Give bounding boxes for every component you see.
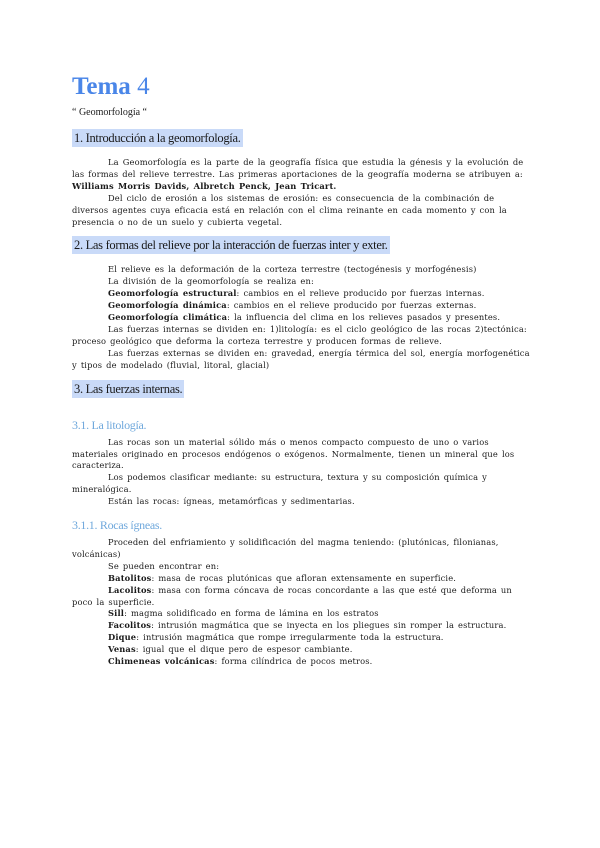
document-title: [72, 72, 530, 102]
section-2-paragraph: El relieve es la deformación de la corteza terrestre (tectogénesis y morfogénesis): [108, 264, 477, 275]
list-item: Facolitos: intrusión magmática que se inyecta en los pliegues sin romper la estructura.: [108, 620, 507, 631]
section-3-heading: 3. Las fuerzas internas.: [74, 381, 183, 396]
list-item: Lacolitos: masa con forma cóncava de rocas concordante a las que esté que deforma un poco la superficie.: [72, 584, 512, 607]
document-page: [72, 72, 530, 676]
title-word: Tema: [72, 73, 131, 100]
subsection-3-1-1-heading: 3.1.1. Rocas ígneas.: [72, 518, 162, 533]
section-1-heading: 1. Introducción a la geomorfología.: [74, 131, 241, 145]
section-1-paragraph: Del ciclo de erosión a los sistemas de erosión: es consecuencia de la combinación de diversos agentes cuya eficacia está en relación con el clima reinante en cada momento y con la presencia o no de un suelo y cubierta vegetal.: [72, 192, 507, 227]
section-1: [72, 129, 530, 228]
subsection-3-1-1-paragraph: Proceden del enfriamiento y solidificación del magma teniendo: (plutónicas, filonianas, volcánicas): [72, 537, 499, 559]
subsection-3-1-1-paragraph: Se pueden encontrar en:: [108, 560, 220, 571]
section-3: [72, 380, 530, 668]
document-subtitle: “ Geomorfología “: [72, 107, 147, 118]
subsection-3-1-paragraph: Están las rocas: ígneas, metamórficas y sedimentarias.: [108, 496, 355, 507]
section-1-paragraph: La Geomorfología es la parte de la geografía física que estudia la génesis y la evolución de las formas del relieve terrestre. Las primeras aportaciones de la geografía moderna se atribuyen a: Williams Morris Davids, Albretch Penck, Jean Tricart.: [72, 157, 524, 191]
section-2-paragraph: La división de la geomorfología se realiza en:: [108, 276, 314, 287]
section-2-heading: 2. Las formas del relieve por la interacción de fuerzas inter y exter.: [74, 238, 388, 253]
authors-bold: Williams Morris Davids, Albretch Penck, Jean Tricart.: [72, 180, 337, 191]
list-item: Chimeneas volcánicas: forma cilíndrica de pocos metros.: [108, 656, 373, 667]
list-item: Dique: intrusión magmática que rompe irregularmente toda la estructura.: [108, 632, 444, 643]
list-item: Sill: magma solidificado en forma de lámina en los estratos: [108, 608, 379, 619]
section-2-paragraph: Las fuerzas internas se dividen en: 1)litología: es el ciclo geológico de las rocas 2)tectónica: proceso geológico que deforma la corteza terrestre y producen formas de relieve.: [72, 323, 527, 346]
subsection-3-1-paragraph: Los podemos clasificar mediante: su estructura, textura y su composición química y mineralógica.: [72, 472, 488, 495]
subsection-3-1-heading: 3.1. La litología.: [72, 417, 147, 432]
section-2-paragraph: Geomorfología dinámica: cambios en el relieve producido por fuerzas externas.: [108, 300, 477, 311]
rock-forms-list: [72, 573, 530, 668]
title-number: 4: [137, 73, 150, 100]
section-2-paragraph: Geomorfología climática: la influencia del clima en los relieves pasados y presentes.: [108, 312, 501, 323]
list-item: Batolitos: masa de rocas plutónicas que afloran extensamente en superficie.: [108, 572, 457, 583]
subsection-3-1-paragraph: Las rocas son un material sólido más o menos compacto compuesto de uno o varios materiales originado en procesos endógenos o exógenos. Normalmente, tienen un mineral que los caracteriza.: [72, 436, 515, 471]
list-item: Venas: igual que el dique pero de espesor cambiante.: [108, 644, 353, 655]
section-2-paragraph: Las fuerzas externas se dividen en: gravedad, energía térmica del sol, energía morfogenética y tipos de modelado (fluvial, litoral, glacial): [72, 347, 530, 370]
section-2-paragraph: Geomorfología estructural: cambios en el relieve producido por fuerzas internas.: [108, 288, 485, 299]
section-2: [72, 236, 530, 371]
